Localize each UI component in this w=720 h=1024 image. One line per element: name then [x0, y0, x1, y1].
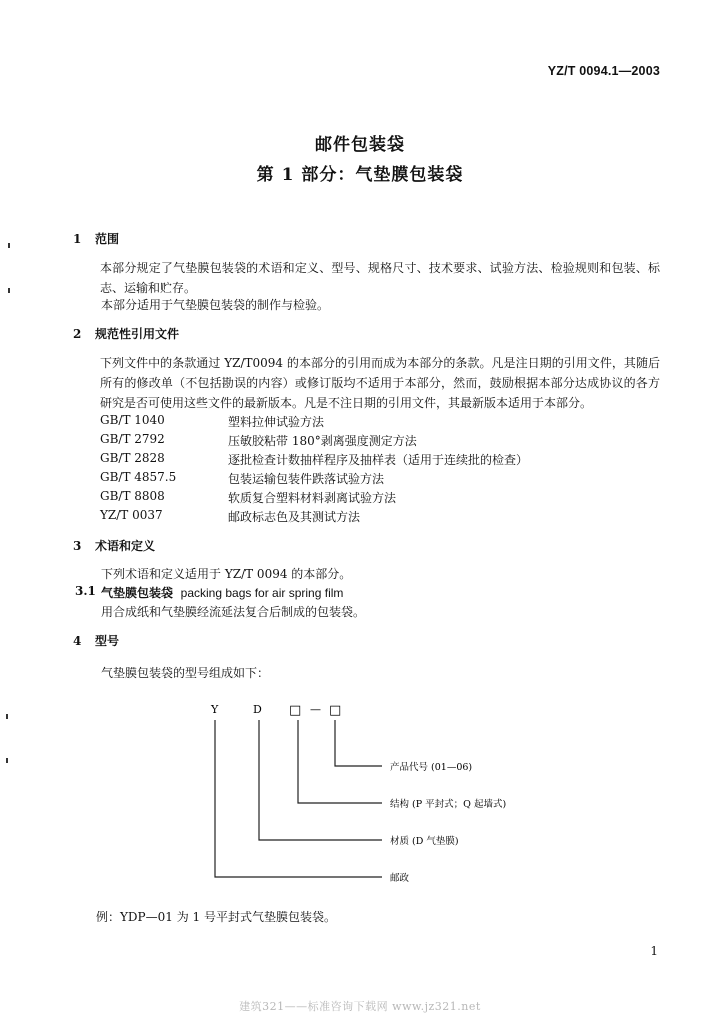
watermark: 建筑321——标准咨询下载网 www.jz321.net	[239, 1000, 481, 1013]
scan-speck	[6, 758, 8, 763]
reference-title: 压敏胶粘带 180°剥离强度测定方法	[228, 434, 417, 448]
reference-title: 包装运输包装件跌落试验方法	[228, 472, 385, 486]
label-structure: 结构 (P 平封式；Q 起墙式)	[390, 799, 507, 810]
page-number: 1	[650, 944, 658, 958]
model-example: 例：YDP—01 为 1 号平封式气垫膜包装袋。	[96, 910, 336, 924]
connector-code	[335, 720, 382, 766]
section-1-paragraph-1: 本部分规定了气垫膜包装袋的术语和定义、型号、规格尺寸、技术要求、试验方法、检验规则和包装、标志、运输和贮存。	[100, 261, 660, 295]
reference-title: 逐批检查计数抽样程序及抽样表（适用于连续批的检查）	[228, 453, 529, 467]
section-2-paragraph-1: 下列文件中的条款通过 YZ/T0094 的本部分的引用而成为本部分的条款。凡是注日期的引用文件，其随后所有的修改单（不包括勘误的内容）或修订版均不适用于本部分，然而，鼓励根据本部分达成协议的各方研究是否可使用这些文件的最新版本。凡是不注日期的引用文件，其最新版本适用于本部分。	[100, 356, 660, 410]
reference-code: GB/T 8808	[100, 489, 165, 503]
scan-speck	[8, 288, 10, 293]
section-3-title: 术语和定义	[95, 539, 156, 553]
term-english: packing bags for air spring film	[180, 586, 344, 600]
diagram-letter-y: Y	[211, 703, 219, 716]
connector-material	[259, 720, 382, 840]
label-material: 材质 (D 气垫膜)	[390, 836, 459, 847]
reference-title: 邮政标志色及其测试方法	[228, 510, 361, 524]
section-1-number: 1	[73, 232, 82, 246]
reference-code: GB/T 2828	[100, 451, 165, 465]
section-2-number: 2	[73, 327, 82, 341]
reference-code: GB/T 2792	[100, 432, 165, 446]
section-3-paragraph-1: 下列术语和定义适用于 YZ/T 0094 的本部分。	[101, 567, 352, 581]
reference-title: 塑料拉伸试验方法	[228, 415, 325, 429]
connector-structure	[298, 720, 382, 803]
term-number: 3.1	[75, 584, 96, 598]
section-4-paragraph-1: 气垫膜包装袋的型号组成如下：	[101, 666, 270, 680]
section-3-number: 3	[73, 539, 82, 553]
reference-code: GB/T 4857.5	[100, 470, 177, 484]
section-4-title: 型号	[95, 634, 120, 648]
document-subtitle: 第 1 部分：气垫膜包装袋	[256, 165, 464, 185]
term-definition: 用合成纸和气垫膜经流延法复合后制成的包装袋。	[101, 605, 366, 619]
scan-speck	[6, 714, 8, 719]
diagram-box-structure: □	[289, 703, 302, 718]
reference-code: GB/T 1040	[100, 413, 165, 427]
reference-title: 软质复合塑料材料剥离试验方法	[228, 491, 397, 505]
section-1-title: 范围	[95, 232, 120, 246]
section-1-paragraph-2: 本部分适用于气垫膜包装袋的制作与检验。	[101, 298, 330, 312]
term-chinese: 气垫膜包装袋	[101, 586, 174, 600]
document-title: 邮件包装袋	[315, 135, 405, 155]
document-code: YZ/T 0094.1—2003	[547, 64, 660, 78]
diagram-dash: —	[310, 703, 321, 716]
section-2-title: 规范性引用文件	[95, 327, 180, 341]
diagram-letter-d: D	[253, 703, 262, 716]
label-product-code: 产品代号 (01—06)	[390, 762, 473, 773]
section-4-number: 4	[73, 634, 82, 648]
label-post: 邮政	[390, 873, 410, 884]
diagram-box-code: □	[329, 703, 342, 718]
reference-code: YZ/T 0037	[100, 508, 163, 522]
scan-speck	[8, 243, 10, 248]
